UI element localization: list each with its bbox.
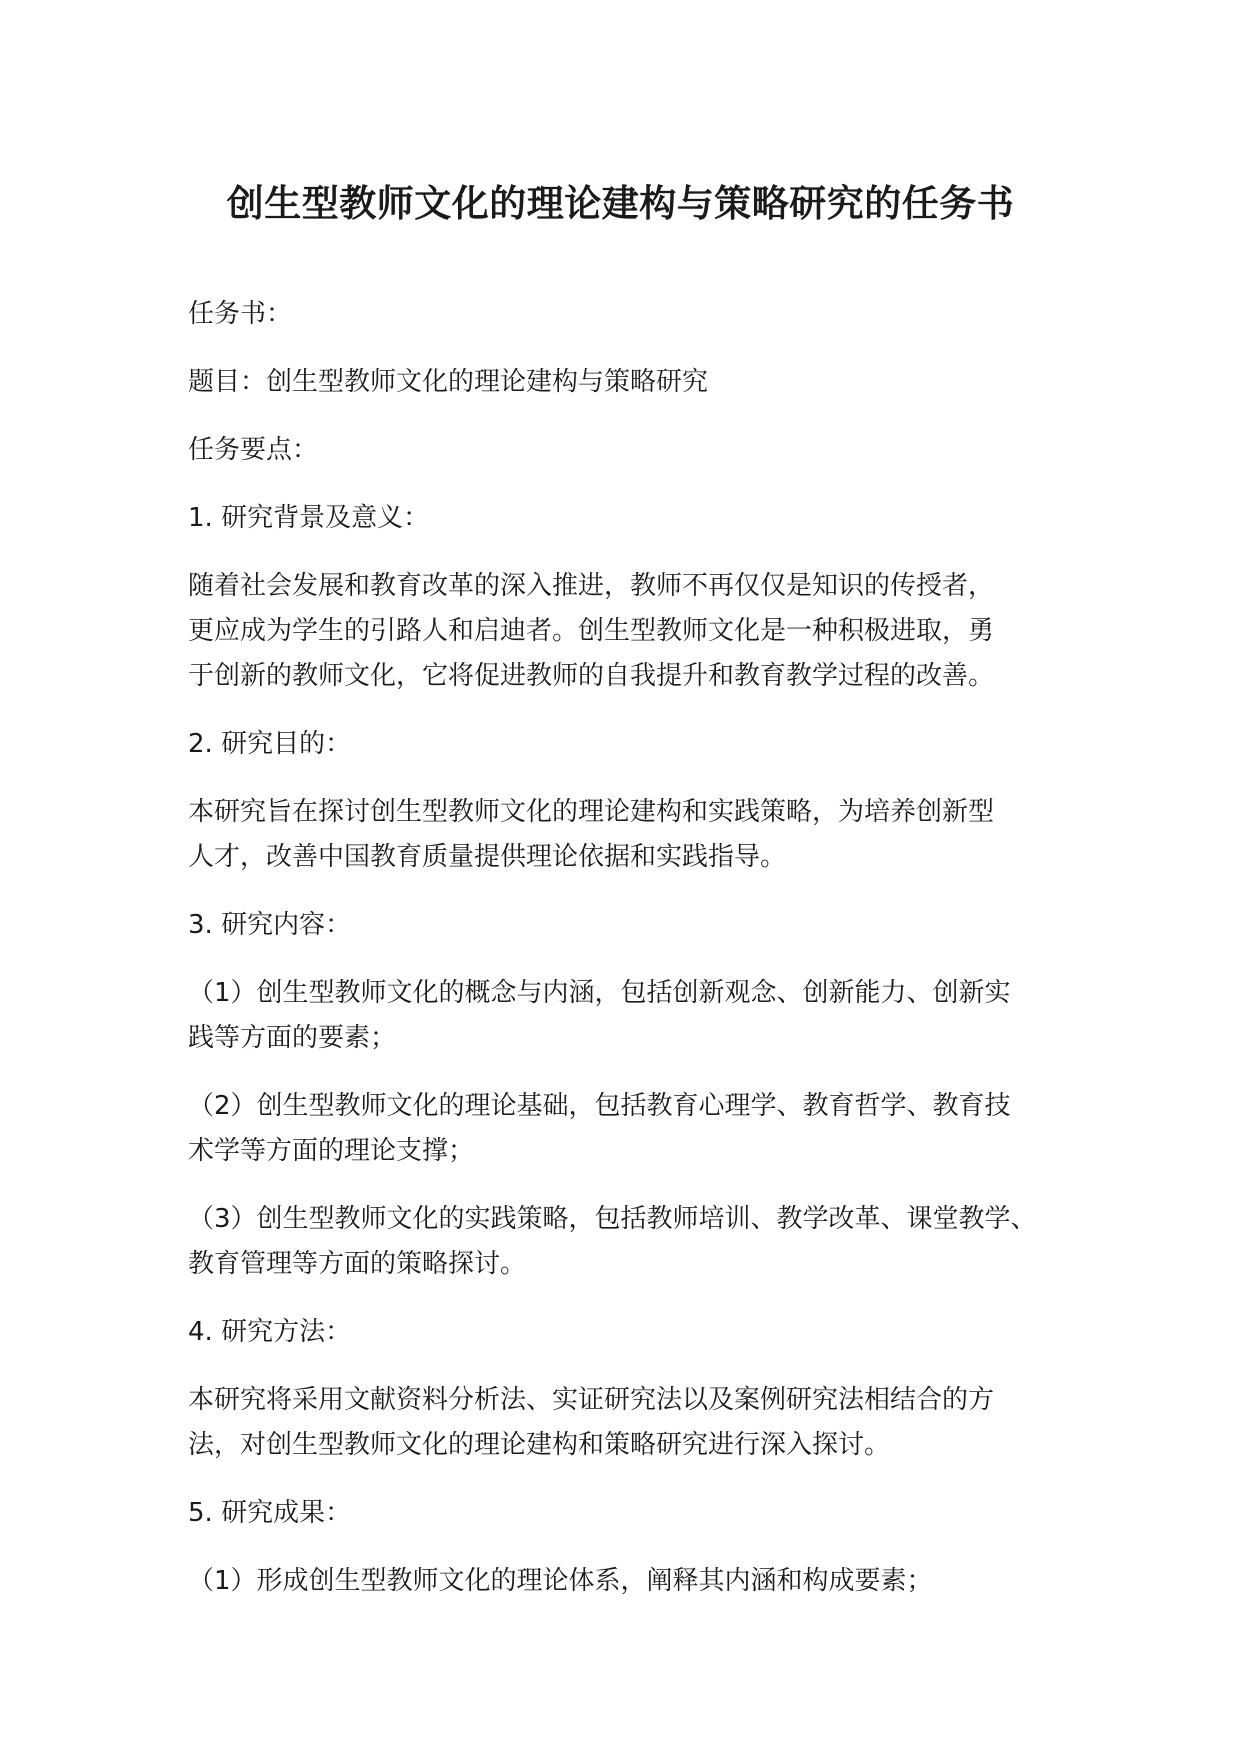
content-item-3: （3）创生型教师文化的实践策略，包括教师培训、教学改革、课堂教学、 教育管理等方面的策略探讨。 xyxy=(188,1204,1037,1279)
section-heading-background: 1. 研究背景及意义： xyxy=(188,503,430,533)
content-item-2: （2）创生型教师文化的理论基础，包括教育心理学、教育哲学、教育技 术学等方面的理论支撑； xyxy=(188,1091,1011,1166)
results-item-1: （1）形成创生型教师文化的理论体系，阐释其内涵和构成要素； xyxy=(188,1566,933,1596)
section-heading-content: 3. 研究内容： xyxy=(188,910,352,940)
document-title: 创生型教师文化的理论建构与策略研究的任务书 xyxy=(226,182,1015,225)
section-heading-purpose: 2. 研究目的： xyxy=(188,729,352,759)
content-item-1: （1）创生型教师文化的概念与内涵，包括创新观念、创新能力、创新实 践等方面的要素； xyxy=(188,978,1011,1053)
label-task-book: 任务书： xyxy=(188,299,293,329)
section-heading-method: 4. 研究方法： xyxy=(188,1317,352,1347)
document-body xyxy=(188,292,1088,1627)
topic-line: 题目：创生型教师文化的理论建构与策略研究 xyxy=(188,367,709,397)
background-paragraph: 随着社会发展和教育改革的深入推进，教师不再仅仅是知识的传授者， 更应成为学生的引路人和启迪者。创生型教师文化是一种积极进取，勇 于创新的教师文化，它将促进教师的自我提升和教育教学过程的改善。 xyxy=(188,571,995,691)
method-paragraph: 本研究将采用文献资料分析法、实证研究法以及案例研究法相结合的方 法，对创生型教师文化的理论建构和策略研究进行深入探讨。 xyxy=(188,1385,995,1460)
label-task-points: 任务要点： xyxy=(188,435,319,465)
section-heading-results: 5. 研究成果： xyxy=(188,1498,352,1528)
purpose-paragraph: 本研究旨在探讨创生型教师文化的理论建构和实践策略，为培养创新型 人才，改善中国教育质量提供理论依据和实践指导。 xyxy=(188,797,995,872)
